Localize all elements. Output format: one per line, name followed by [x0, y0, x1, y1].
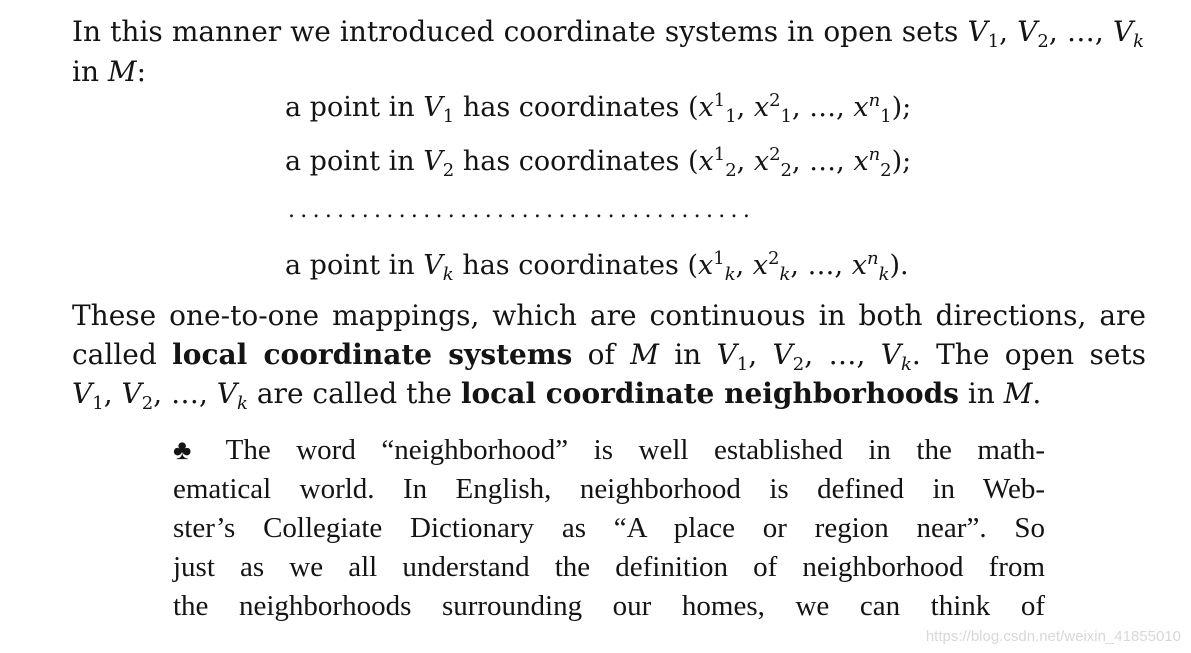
paragraph2-line2: called local coordinate systems of M in $V_1$, $V_2$, …, $V_k$. The open sets	[72, 338, 1147, 375]
display-row-2: a point in $V_2$ has coordinates ($x^1_2$, $x^2_2$, …, $x^n_2$);	[285, 144, 912, 181]
remark-line1: ♣ The word “neighborhood” is well established in the math-	[173, 434, 1045, 466]
paragraph1-line2: in M:	[72, 55, 147, 88]
term-local-coordinate-neighborhoods: local coordinate neighborhoods	[460, 377, 959, 410]
remark-line2: ematical world. In English, neighborhood is defined in Web-	[173, 473, 1045, 505]
open-sets-list: $V_1$, $V_2$, …, $V_k$	[967, 15, 1144, 52]
paragraph2-line1: These one-to-one mappings, which are continuous in both directions, are	[72, 299, 1146, 332]
term-local-coordinate-systems: local coordinate systems	[172, 338, 573, 371]
remark-line3: ster’s Collegiate Dictionary as “A place or region near”. So	[173, 512, 1045, 544]
paragraph1-line1	[72, 14, 1144, 50]
watermark-url: https://blog.csdn.net/weixin_41855010	[925, 628, 1181, 645]
manifold-symbol: M	[107, 55, 137, 88]
display-row-1: a point in $V_1$ has coordinates ($x^1_1$, $x^2_1$, …, $x^n_1$);	[285, 90, 912, 127]
remark-line4: just as we all understand the definition of neighborhood from	[173, 551, 1045, 583]
ellipsis-row: ......................................	[288, 198, 756, 223]
paragraph2-line3: $V_1$, $V_2$, …, $V_k$ are called the local coordinate neighborhoods in M.	[72, 377, 1042, 414]
remark-line5: the neighborhoods surrounding our homes, we can think of	[173, 590, 1045, 622]
display-row-3: a point in $V_k$ has coordinates ($x^1_k$, $x^2_k$, …, $x^n_k$).	[285, 248, 909, 285]
club-suit-icon: ♣	[173, 435, 210, 466]
paragraph1-line1-text: In this manner we introduced coordinate systems in open sets	[72, 15, 959, 48]
